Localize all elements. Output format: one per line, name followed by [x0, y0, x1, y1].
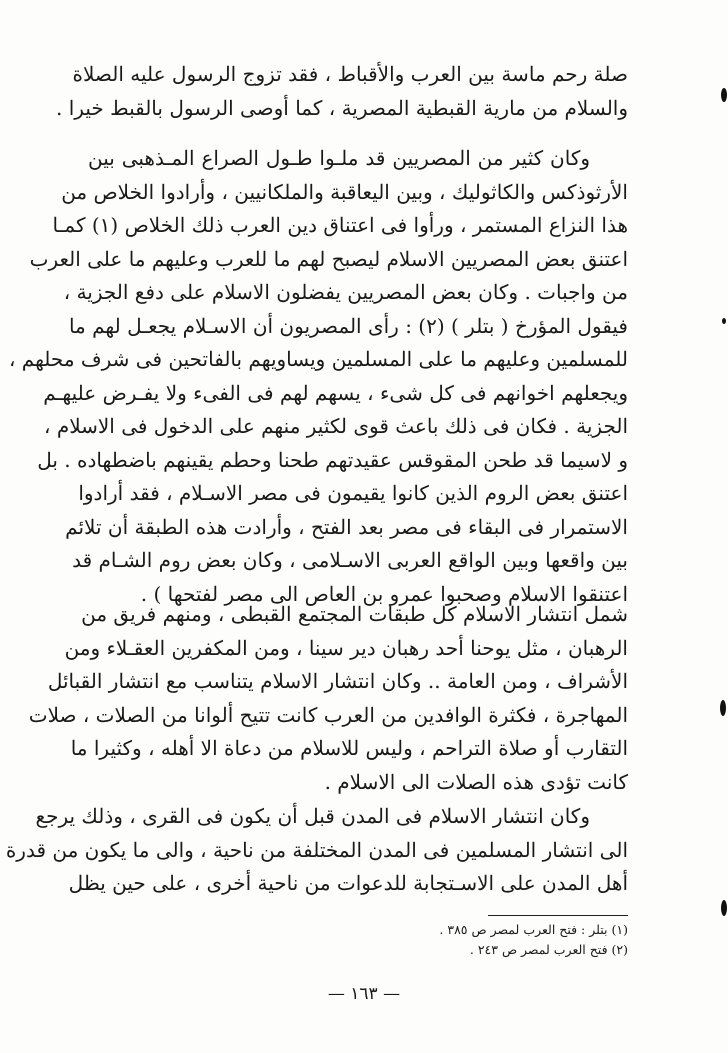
text-line: المهاجرة ، فكثرة الوافدين من العرب كانت تتيح ألوانا من الصلات ، صلات	[28, 702, 628, 727]
text-line: الرهبان ، مثل يوحنا أحد رهبان دير سينا ، ومن المكفرين العقـلاء ومن	[64, 635, 628, 660]
text-line: شمل انتشار الاسلام كل طبقات المجتمع القبطى ، ومنهم فريق من	[81, 602, 628, 626]
paragraph-1	[56, 58, 628, 125]
scan-speck	[721, 900, 727, 916]
text-line: فيقول المؤرخ ( بتلر ) (٢) : رأى المصريون أن الاسـلام يجعـل لهم ما	[68, 313, 628, 338]
footnote-2: (٢) فتح العرب لمصر ص ٢٤٣ .	[469, 942, 628, 957]
text-line: للمسلمين وعليهم ما على المسلمين ويساويهم بالفاتحين فى شرف محلهم ،	[8, 347, 628, 371]
scan-speck	[722, 318, 726, 324]
text-line: كانت تؤدى هذه الصلات الى الاسلام .	[324, 769, 628, 794]
text-line: وكان كثير من المصريين قد ملـوا طـول الصراع المـذهبى بين	[88, 146, 590, 170]
paragraph-2	[8, 142, 628, 611]
text-line: بين واقعها وبين الواقع العربى الاسـلامى ، وكان بعض روم الشـام قد	[72, 548, 628, 572]
footnotes	[300, 920, 628, 960]
page-number: — ١٦٣ —	[327, 984, 401, 1004]
text-line: و لاسيما قد طحن المقوقس عقيدتهم طحنا وحطم يقينهم باضطهاده . بل	[37, 447, 628, 472]
text-line: الاستمرار فى البقاء فى مصر بعد الفتح ، وأرادت هذه الطبقة أن تلائم	[65, 514, 628, 539]
text-line: التقارب أو صلاة التراحم ، وليس للاسلام من دعاة الا أهله ، وكثيرا ما	[70, 736, 628, 760]
text-line: ويجعلهم اخوانهم فى كل شىء ، يسهم لهم فى الفىء ولا يفـرض عليهـم	[43, 380, 628, 405]
text-line: والسلام من مارية القبطية المصرية ، كما أوصى الرسول بالقبط خيرا .	[56, 95, 628, 120]
text-line: وكان انتشار الاسلام فى المدن قبل أن يكون فى القرى ، وذلك يرجع	[35, 804, 590, 828]
text-line: اعتنق بعض الروم الذين كانوا يقيمون فى مصر الاسـلام ، فقد أرادوا	[78, 481, 628, 505]
text-line: الأرثوذكس والكاثوليك ، وبين اليعاقبة والملكانيين ، وأرادوا الخلاص من	[61, 179, 628, 204]
footnote-1: (١) بتلر : فتح العرب لمصر ص ٣٨٥ .	[439, 922, 628, 937]
text-line: أهل المدن على الاسـتجابة للدعوات من ناحية أخرى ، على حين يظل	[68, 871, 628, 895]
scan-speck	[721, 88, 727, 102]
footnote-separator	[488, 915, 628, 916]
scan-speck	[720, 700, 726, 716]
text-line: صلة رحم ماسة بين العرب والأقباط ، فقد تزوج الرسول عليه الصلاة	[72, 62, 628, 86]
text-line: الى انتشار المسلمين فى المدن المختلفة من ناحية ، والى ما يكون من قدرة	[5, 837, 628, 862]
text-line: من واجبات . وكان بعض المصريين يفضلون الاسلام على دفع الجزية ،	[63, 280, 628, 304]
text-line: هذا النزاع المستمر ، ورأوا فى اعتناق دين العرب ذلك الخلاص (١) كمـا	[52, 213, 628, 237]
text-line: اعتنق بعض المصريين الاسلام ليصبح لهم ما للعرب وعليهم ما على العرب	[29, 246, 628, 271]
text-line: الأشراف ، ومن العامة .. وكان انتشار الاسلام يتناسب مع انتشار القبائل	[47, 669, 628, 693]
text-line: اعتنقوا الاسلام وصحبوا عمرو بن العاص الى مصر لفتحها ) .	[140, 581, 628, 606]
paragraph-4	[5, 800, 628, 901]
text-line: الجزية . فكان فى ذلك باعث قوى لكثير منهم على الدخول فى الاسلام ،	[44, 414, 628, 438]
paragraph-3	[28, 598, 628, 799]
